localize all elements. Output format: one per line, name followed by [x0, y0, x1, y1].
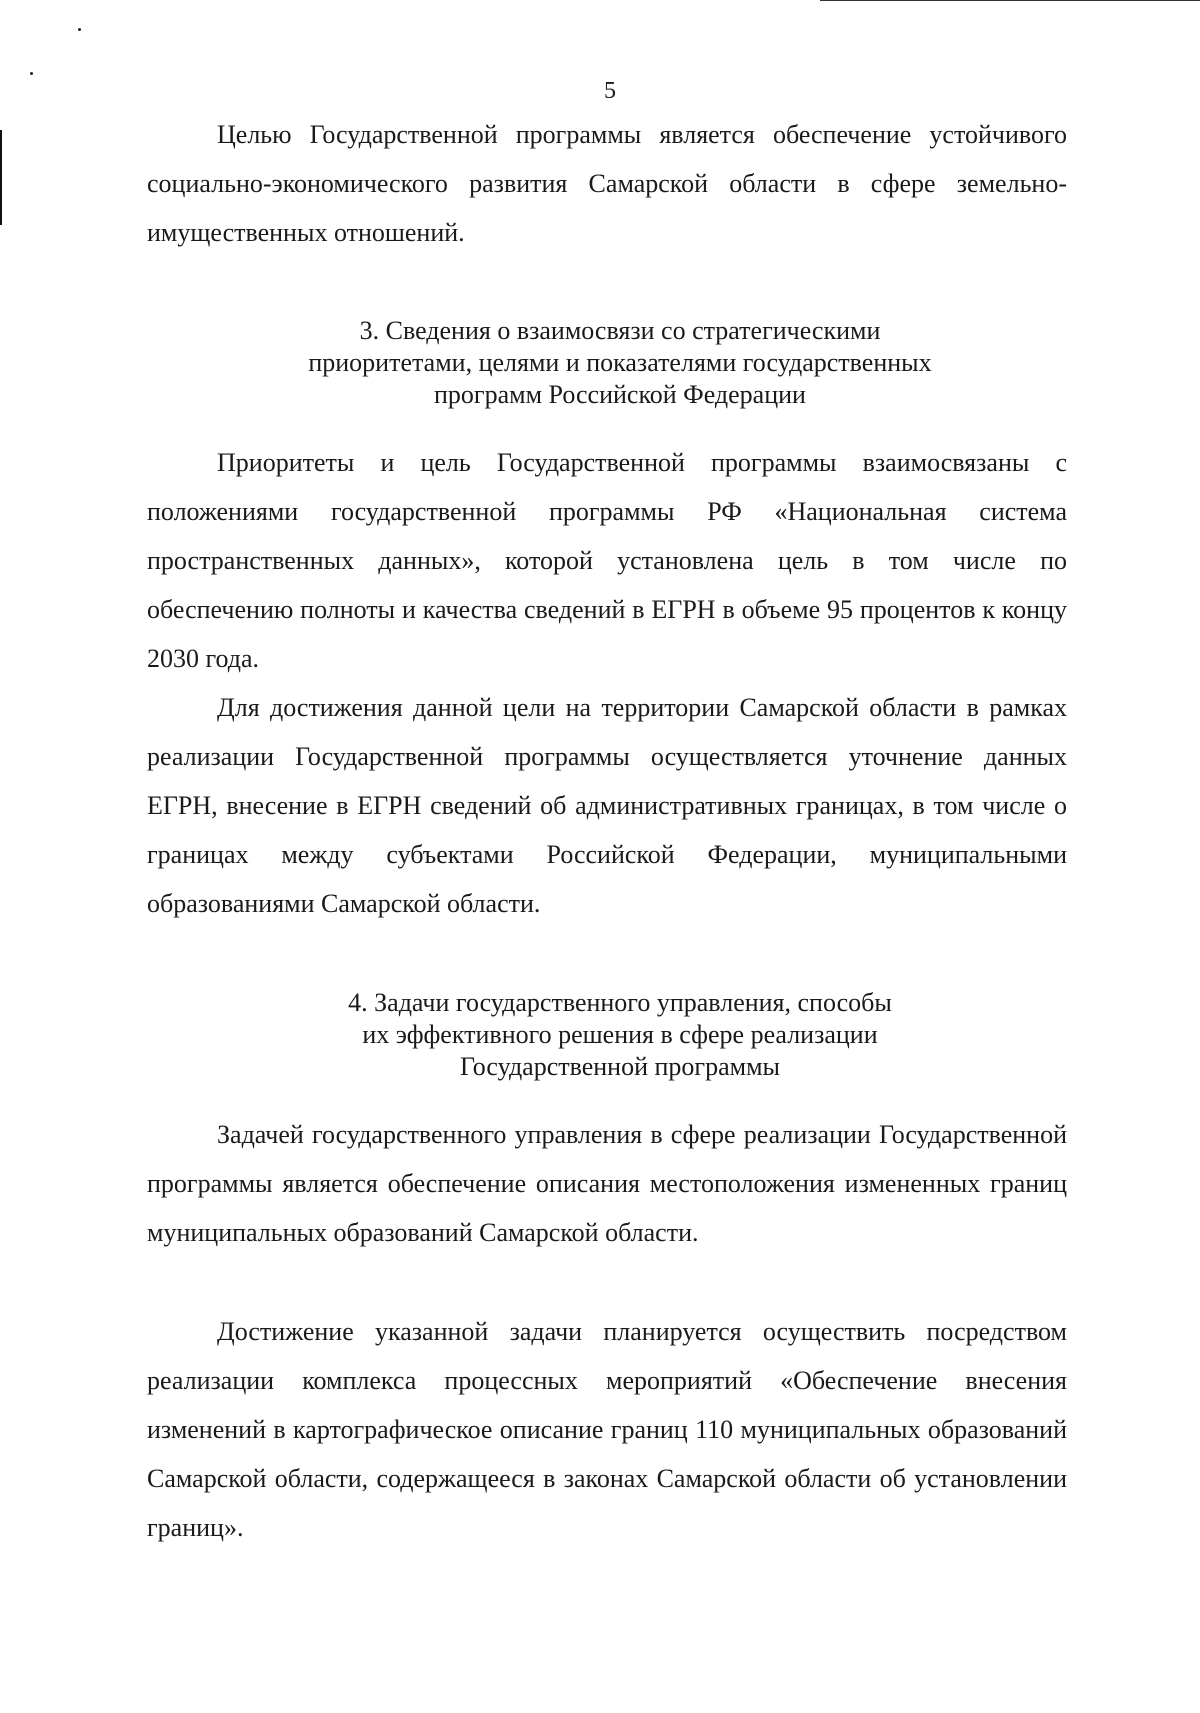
intro-paragraph: Целью Государственной программы является обеспечение устойчивого социально-экономического развития Самарской области в сфере земельно-имущественных отношений.	[147, 120, 1067, 247]
heading-line: программ Российской Федерации	[434, 380, 806, 409]
scan-artifact-line	[820, 0, 1200, 1]
section-4-paragraph: Задачей государственного управления в сфере реализации Государственной программы является обеспечение описания местоположения измененных границ муниципальных образований Самарской области.	[147, 1120, 1067, 1247]
heading-line: их эффективного решения в сфере реализации	[362, 1020, 878, 1049]
heading-line: приоритетами, целями и показателями государственных	[308, 348, 932, 377]
section-3-paragraph: Для достижения данной цели на территории Самарской области в рамках реализации Государственной программы осуществляется уточнение данных ЕГРН, внесение в ЕГРН сведений об административных границах, в том числе о границах между субъектами Российской Федерации, муниципальными образованиями Самарской области.	[147, 693, 1067, 918]
section-3-paragraph: Приоритеты и цель Государственной программы взаимосвязаны с положениями государственной программы РФ «Национальная система пространственных данных», которой установлена цель в том числе по обеспечению полноты и качества сведений в ЕГРН в объеме 95 процентов к концу 2030 года.	[147, 448, 1067, 673]
section-4-heading	[230, 987, 1010, 1083]
scan-artifact-speck	[30, 72, 33, 75]
heading-line: 3. Сведения о взаимосвязи со стратегическими	[359, 316, 881, 345]
section-3-heading	[230, 315, 1010, 411]
scan-artifact-speck	[78, 28, 81, 31]
section-4-paragraph: Достижение указанной задачи планируется осуществить посредством реализации комплекса процессных мероприятий «Обеспечение внесения изменений в картографическое описание границ 110 муниципальных образований Самарской области, содержащееся в законах Самарской области об установлении границ».	[147, 1317, 1067, 1542]
scan-artifact-line	[0, 130, 2, 225]
page-number: 5	[604, 78, 616, 104]
heading-line: Государственной программы	[459, 1052, 781, 1081]
heading-line: 4. Задачи государственного управления, способы	[348, 988, 892, 1017]
